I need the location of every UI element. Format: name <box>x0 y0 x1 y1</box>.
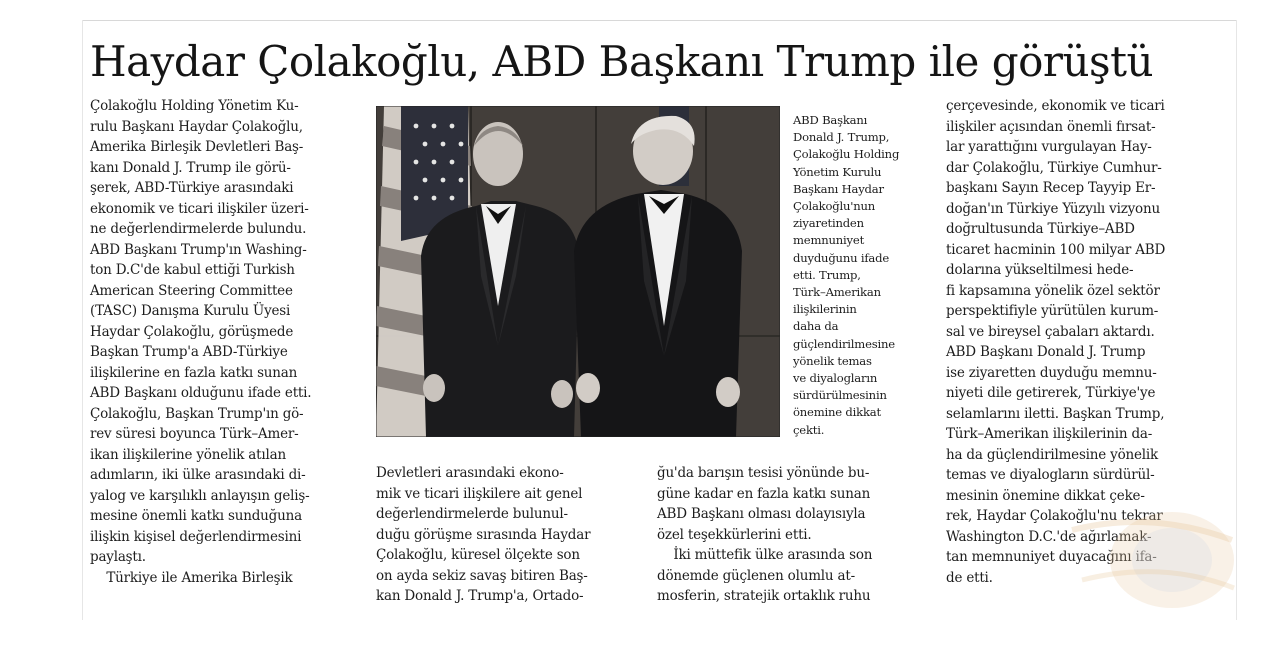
text-line: çerçevesinde, ekonomik ve ticari <box>946 98 1165 114</box>
text-line: önemine dikkat <box>793 405 881 420</box>
text-line: memnuniyet <box>793 233 865 248</box>
text-line: mik ve ticari ilişkilere ait genel <box>376 485 583 502</box>
text-line: Çolakoğlu Holding <box>793 147 900 162</box>
text-line: kanı Donald J. Trump ile görü- <box>90 159 291 176</box>
text-line: güne kadar en fazla katkı sunan <box>657 485 871 502</box>
text-line: Başkan Trump'a ABD-Türkiye <box>90 344 288 360</box>
text-line: Amerika Birleşik Devletleri Baş- <box>90 139 304 155</box>
text-line: Çolakoğlu'nun <box>793 199 876 214</box>
text-line: Türkiye ile Amerika Birleşik <box>90 569 293 586</box>
text-line: Başkanı Haydar <box>793 181 884 196</box>
text-line: Donald J. Trump, <box>793 130 890 145</box>
text-line: ikan ilişkilerine yönelik atılan <box>90 446 286 463</box>
text-line: yönelik temas <box>793 353 872 368</box>
text-line: dar Çolakoğlu, Türkiye Cumhur- <box>946 159 1162 176</box>
text-line: ilişkin kişisel değerlendirmesini <box>90 528 302 545</box>
text-line: Devletleri arasındaki ekono- <box>376 465 564 481</box>
text-line: çekti. <box>793 422 825 437</box>
text-line: ve diyalogların <box>793 371 878 386</box>
text-line: ha da güçlendirilmesine yönelik <box>946 446 1159 463</box>
text-line: Çolakoğlu, küresel ölçekte son <box>376 547 580 563</box>
text-line: selamlarını iletti. Başkan Trump, <box>946 405 1165 422</box>
text-line: şerek, ABD-Türkiye arasındaki <box>90 180 294 196</box>
clipping-top-border <box>82 20 1237 21</box>
text-line: doğan'ın Türkiye Yüzyılı vizyonu <box>946 200 1160 217</box>
text-line: ABD Başkanı Trump'ın Washing- <box>90 241 307 258</box>
text-line: American Steering Committee <box>90 282 293 299</box>
text-line: Türk–Amerikan <box>793 285 881 300</box>
text-line: Türk–Amerikan ilişkilerinin da- <box>946 426 1153 442</box>
text-line: ise ziyaretten duyduğu memnu- <box>946 364 1157 381</box>
text-line: rek, Haydar Çolakoğlu'nu tekrar <box>946 508 1163 524</box>
text-line: fi kapsamına yönelik özel sektör <box>946 282 1160 299</box>
body-column-2 <box>376 463 644 607</box>
text-line: ilişkilerinin <box>793 302 857 317</box>
text-line: rev süresi boyunca Türk–Amer- <box>90 426 299 442</box>
text-line: daha da <box>793 319 839 334</box>
text-line: dönemde güçlenen olumlu at- <box>657 567 855 584</box>
text-line: kan Donald J. Trump'a, Ortado- <box>376 588 584 604</box>
text-line: mesinin önemine dikkat çeke- <box>946 487 1145 504</box>
text-line: etti. Trump, <box>793 267 861 282</box>
text-line: ekonomik ve ticari ilişkiler üzeri- <box>90 200 309 217</box>
text-line: ğu'da barışın tesisi yönünde bu- <box>657 465 870 481</box>
article-photo <box>376 106 780 437</box>
text-line: değerlendirmelerde bulunul- <box>376 506 568 522</box>
text-line: dolarına yükseltilmesi hede- <box>946 262 1134 278</box>
watermark-stamp-icon <box>1062 500 1237 610</box>
text-line: sürdürülmesinin <box>793 388 887 403</box>
text-line: duğu görüşme sırasında Haydar <box>376 526 591 543</box>
text-line: (TASC) Danışma Kurulu Üyesi <box>90 303 291 319</box>
text-line: ABD Başkanı olması dolayısıyla <box>657 506 866 522</box>
text-line: mesine önemli katkı sunduğuna <box>90 508 302 524</box>
text-line: rulu Başkanı Haydar Çolakoğlu, <box>90 118 303 135</box>
text-line: özel teşekkürlerini etti. <box>657 526 812 543</box>
text-line: Yönetim Kurulu <box>793 164 882 179</box>
text-line: doğrultusunda Türkiye–ABD <box>946 221 1135 237</box>
text-line: duyduğunu ifade <box>793 250 890 265</box>
text-line: temas ve diyalogların sürdürül- <box>946 467 1155 483</box>
text-line: ABD Başkanı Donald J. Trump <box>946 344 1146 360</box>
text-line: on ayda sekiz savaş bitiren Baş- <box>376 567 588 584</box>
text-line: perspektifiyle yürütülen kurum- <box>946 303 1159 319</box>
text-line: yalog ve karşılıklı anlayışın geliş- <box>90 487 310 504</box>
text-line: İki müttefik ülke arasında son <box>657 547 873 563</box>
text-line: lar yarattığını vurgulayan Hay- <box>946 139 1152 155</box>
text-line: Çolakoğlu, Başkan Trump'ın gö- <box>90 405 304 422</box>
text-line: ticaret hacminin 100 milyar ABD <box>946 241 1166 258</box>
clipping-left-border <box>82 20 83 620</box>
text-line: mosferin, stratejik ortaklık ruhu <box>657 588 871 604</box>
text-line: niyeti dile getirerek, Türkiye'ye <box>946 385 1156 401</box>
text-line: ABD Başkanı <box>793 113 868 127</box>
text-line: Haydar Çolakoğlu, görüşmede <box>90 323 294 340</box>
text-line: güçlendirilmesine <box>793 336 895 351</box>
text-line: ilişkilerine en fazla katkı sunan <box>90 364 298 381</box>
text-line: adımların, iki ülke arasındaki di- <box>90 467 306 483</box>
body-column-3 <box>657 463 925 607</box>
text-line: ABD Başkanı olduğunu ifade etti. <box>90 385 312 401</box>
text-line: ziyaretinden <box>793 216 864 231</box>
text-line: ilişkiler açısından önemli fırsat- <box>946 118 1156 135</box>
article-headline: Haydar Çolakoğlu, ABD Başkanı Trump ile görüştü <box>90 37 1154 86</box>
photo-caption <box>793 112 933 439</box>
text-line: sal ve bireysel çabaları aktardı. <box>946 323 1155 340</box>
text-line: ne değerlendirmelerde bulundu. <box>90 221 307 237</box>
text-line: tan memnuniyet duyacağını ifa- <box>946 549 1157 565</box>
text-line: ton D.C'de kabul ettiği Turkish <box>90 262 295 278</box>
text-line: başkanı Sayın Recep Tayyip Er- <box>946 180 1156 196</box>
text-line: Çolakoğlu Holding Yönetim Ku- <box>90 98 299 114</box>
body-column-1 <box>90 96 358 588</box>
text-line: Washington D.C.'de ağırlamak- <box>946 528 1152 545</box>
text-line: de etti. <box>946 569 993 586</box>
text-line: paylaştı. <box>90 549 146 565</box>
